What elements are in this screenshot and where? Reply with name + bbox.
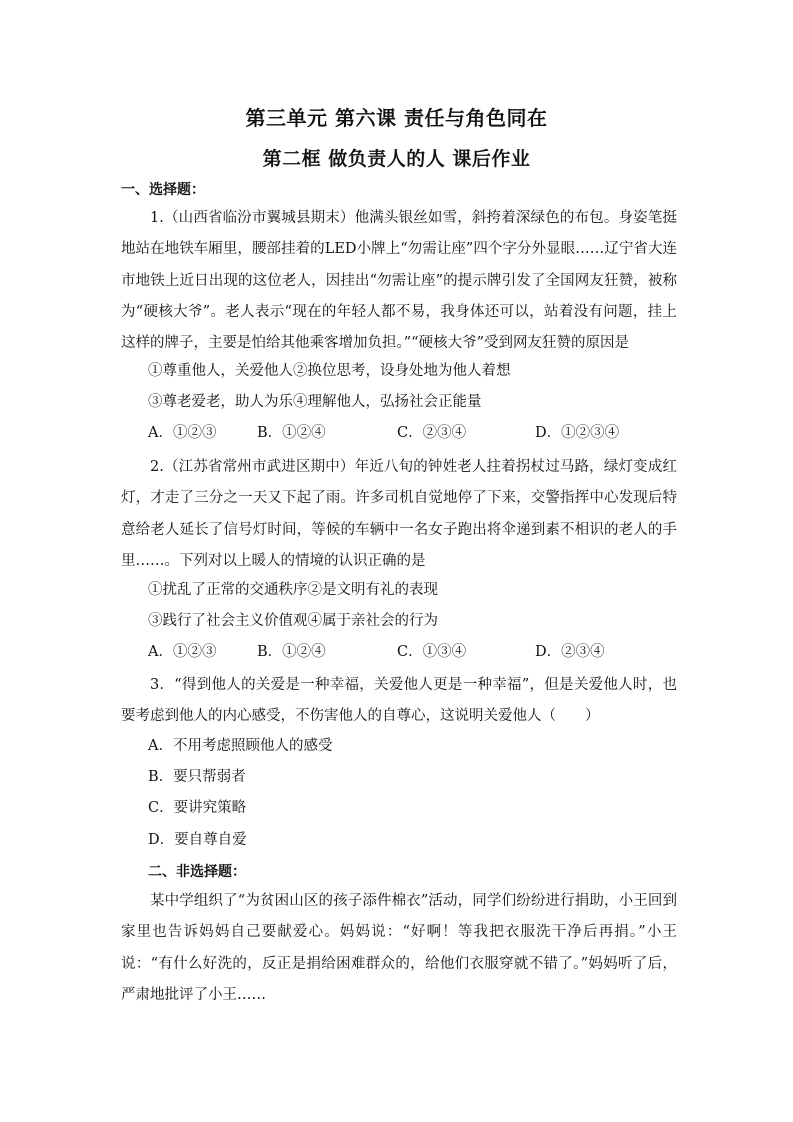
non-choice-material: 某中学组织了“为贫困山区的孩子添件棉衣”活动，同学们纷纷进行捐助，小王回到家里也告诉妈妈自己要献爱心。妈妈说：“好啊！等我把衣服洗干净后再捐。”小王说：“有什么好洗的，反正是捐给困难群众的，给他们衣服穿就不错了。”妈妈听了后，严肃地批评了小王…… — [121, 893, 677, 1003]
question-1-option-c: C．②③④ — [397, 425, 467, 441]
question-1-option-b: B．①②④ — [257, 425, 326, 441]
question-2-statement-1: ①扰乱了正常的交通秩序②是文明有礼的表现 — [148, 582, 438, 598]
question-1-stem: 1.（山西省临汾市翼城县期末）他满头银丝如雪，斜挎着深绿色的布包。身姿笔挺地站在地铁车厢里，腰部挂着的LED小牌上“勿需让座”四个字分外显眼……辽宁省大连市地铁上近日出现的这位老人，因挂出“勿需让座”的提示牌引发了全国网友狂赞，被称为“硬核大爷”。老人表示“现在的年轻人都不易，我身体还可以，站着没有问题，挂上这样的牌子，主要是怕给其他乘客增加负担。”“硬核大爷”受到网友狂赞的原因是 — [121, 210, 677, 352]
question-1-option-a: A．①②③ — [148, 425, 217, 441]
question-2-option-b: B．①②④ — [257, 644, 326, 660]
question-2-option-d: D．②③④ — [535, 644, 605, 660]
question-1-statement-1: ①尊重他人，关爱他人②换位思考，设身处地为他人着想 — [148, 363, 511, 379]
question-3-option-b: B．要只帮弱者 — [148, 769, 246, 785]
question-1-options — [148, 423, 668, 443]
question-2-stem: 2.（江苏省常州市武进区期中）年近八旬的钟姓老人拄着拐杖过马路，绿灯变成红灯，才走了三分之一天又下起了雨。许多司机自觉地停了下来，交警指挥中心发现后特意给老人延长了信号灯时间，等候的车辆中一名女子跑出将伞递到素不相识的老人的手里……。下列对以上暖人的情境的认识正确的是 — [121, 459, 677, 569]
question-2-option-c: C．①③④ — [397, 644, 467, 660]
question-2-option-a: A．①②③ — [148, 644, 217, 660]
section-heading-choice: 一、选择题： — [121, 182, 205, 198]
question-1-statement-2: ③尊老爱老，助人为乐④理解他人，弘扬社会正能量 — [148, 394, 482, 410]
question-1-option-d: D．①②③④ — [535, 425, 620, 441]
page-title: 第三单元 第六课 责任与角色同在 — [245, 106, 548, 130]
question-3-option-c: C．要讲究策略 — [148, 800, 247, 816]
question-2-options — [148, 642, 668, 662]
question-3-option-a: A．不用考虑照顾他人的感受 — [148, 738, 333, 754]
question-2-statement-2: ③践行了社会主义价值观④属于亲社会的行为 — [148, 613, 438, 629]
question-3-stem: 3．“得到他人的关爱是一种幸福，关爱他人更是一种幸福”，但是关爱他人时，也要考虑到他人的内心感受，不伤害他人的自尊心，这说明关爱他人（ ） — [121, 677, 677, 725]
page-subtitle: 第二框 做负责人的人 课后作业 — [262, 148, 531, 170]
section-heading-non-choice: 二、非选择题： — [148, 864, 246, 880]
question-3-option-d: D．要自尊自爱 — [148, 832, 247, 848]
